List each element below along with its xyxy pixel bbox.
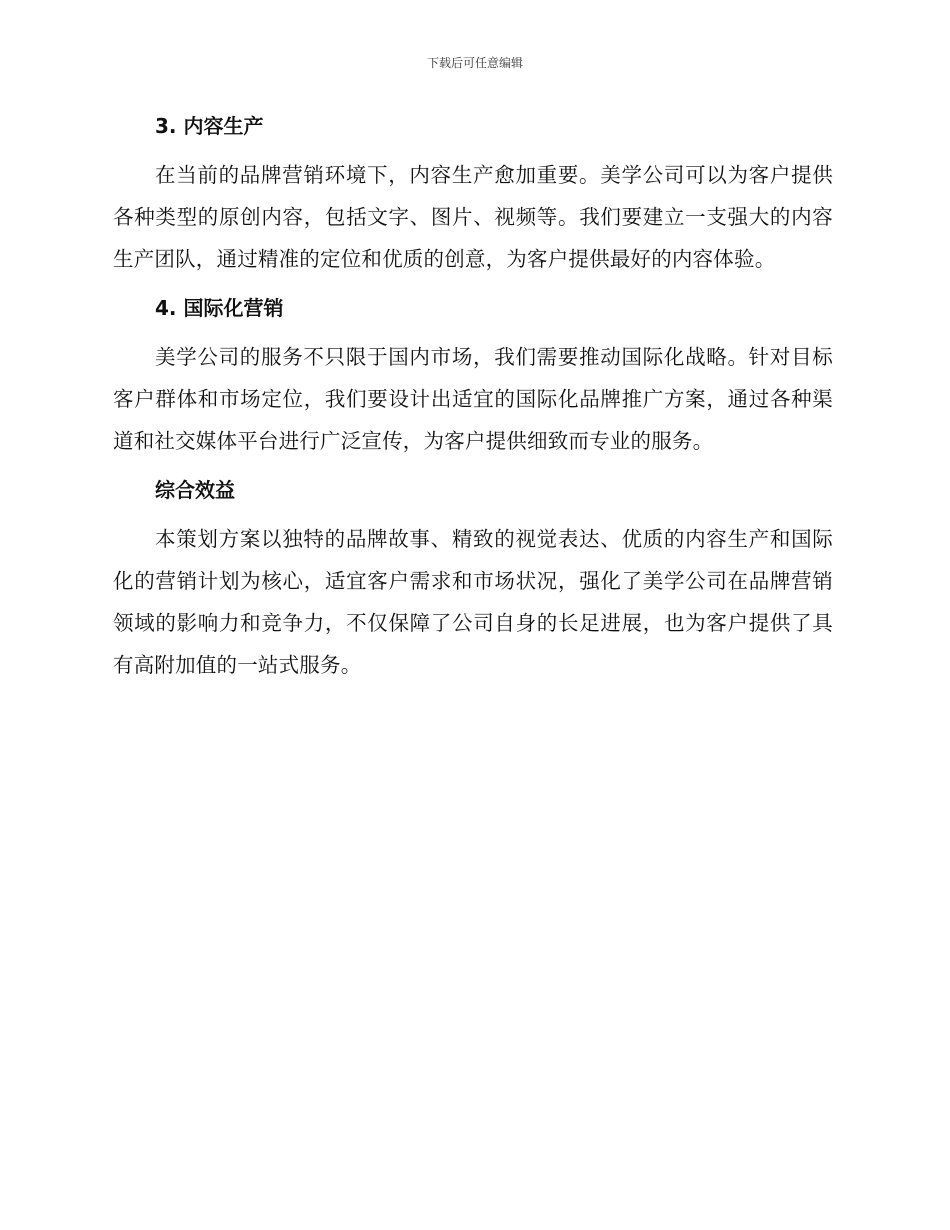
header-note: 下载后可任意编辑 [426, 56, 523, 70]
document-body [113, 110, 833, 698]
section-heading: 综合效益 [155, 478, 235, 502]
section-content-production [113, 110, 833, 280]
section-overall-benefits [113, 474, 833, 686]
section-international-marketing [113, 292, 833, 462]
section-paragraph: 本策划方案以独特的品牌故事、精致的视觉表达、优质的内容生产和国际化的营销计划为核心，适宜客户需求和市场状况，强化了美学公司在品牌营销领域的影响力和竞争力，不仅保障了公司自身的长足进展，也为客户提供了具有高附加值的一站式服务。 [113, 527, 833, 677]
section-paragraph: 美学公司的服务不只限于国内市场，我们需要推动国际化战略。针对目标客户群体和市场定位，我们要设计出适宜的国际化品牌推广方案，通过各种渠道和社交媒体平台进行广泛宣传，为客户提供细致而专业的服务。 [113, 345, 833, 453]
section-heading: 4. 国际化营销 [155, 296, 284, 320]
section-paragraph: 在当前的品牌营销环境下，内容生产愈加重要。美学公司可以为客户提供各种类型的原创内容，包括文字、图片、视频等。我们要建立一支强大的内容生产团队，通过精准的定位和优质的创意，为客户提供最好的内容体验。 [113, 163, 833, 271]
section-heading: 3. 内容生产 [155, 114, 264, 138]
